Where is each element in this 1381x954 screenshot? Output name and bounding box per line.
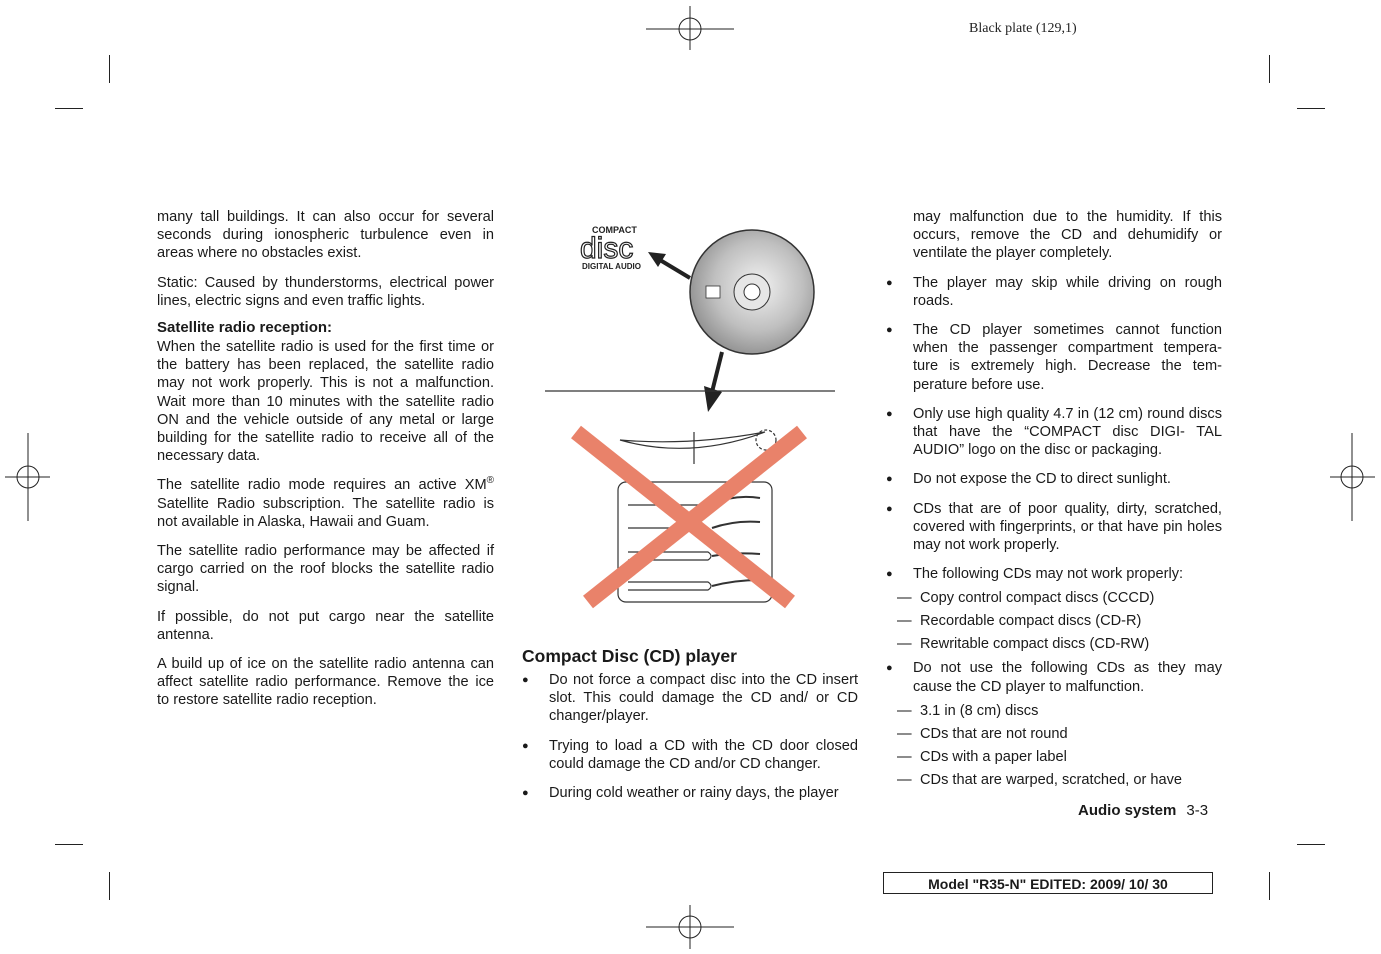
list-item: — Rewritable compact discs (CD-RW) — [897, 636, 1150, 653]
list-item: — CDs that are not round — [897, 725, 1068, 742]
subscription-paragraph: The satellite radio mode requires an active XM® Satellite Radio subscription. The satellite radio is not available in Alaska, Hawaii and Guam. — [157, 475, 494, 530]
cd-player-heading: Compact Disc (CD) player — [522, 646, 737, 666]
list-item: — CDs that are warped, scratched, or have — [897, 771, 1183, 788]
list-item: ● Only use high quality 4.7 in (12 cm) round discs that have the “COMPACT disc DIGI- TAL AUDIO” logo on the disc or packaging. — [886, 405, 1222, 459]
list-item: ● Trying to load a CD with the CD door closed could damage the CD and/or CD changer. — [522, 737, 858, 772]
list-item: ● Do not use the following CDs as they may cause the CD player to malfunction. — [886, 660, 1222, 695]
list-item: ● The CD player sometimes cannot function when the passenger compartment tempera- ture is extremely high. Decrease the tem- perature before use. — [886, 322, 1222, 393]
prohibited-cross — [576, 432, 802, 602]
cd-malfunction-bullet — [886, 659, 1222, 695]
model-edit-box: Model "R35-N" EDITED: 2009/ 10/ 30 — [883, 872, 1213, 894]
antenna-paragraph: If possible, do not put cargo near the satellite antenna. — [157, 608, 494, 643]
list-item: ● Do not force a compact disc into the CD insert slot. This could damage the CD and/ or CD changer/player. — [522, 672, 858, 725]
cargo-paragraph: The satellite radio performance may be affected if cargo carried on the roof blocks the satellite radio signal. — [157, 543, 494, 596]
ice-paragraph: A build up of ice on the satellite radio antenna can affect satellite radio performance. Remove the ice to restore satellite radio reception. — [157, 656, 494, 709]
down-arrow — [704, 352, 722, 412]
list-item: ● During cold weather or rainy days, the player — [522, 785, 839, 802]
middle-column — [522, 645, 858, 813]
cd-player-bullets — [522, 671, 858, 802]
list-item: ● CDs that are of poor quality, dirty, scratched, covered with fingerprints, or that have pin holes may not work properly. — [886, 500, 1222, 554]
page-number: 3-3 — [1186, 802, 1209, 819]
satellite-reception-heading: Satellite radio reception: — [157, 319, 333, 337]
unsupported-cd-list — [894, 589, 1222, 658]
static-paragraph: Static: Caused by thunderstorms, electrical power lines, electric signs and even traffic lights. — [157, 274, 494, 309]
left-column — [157, 208, 494, 721]
page-footer — [1078, 802, 1208, 819]
list-item: — 3.1 in (8 cm) discs — [897, 702, 1039, 719]
list-item: — CDs with a paper label — [897, 748, 1067, 765]
cd-illustration — [540, 210, 840, 630]
list-item: — Copy control compact discs (CCCD) — [897, 590, 1155, 607]
svg-text:COMPACT: COMPACT — [592, 225, 637, 235]
malfunction-cd-list — [894, 702, 1222, 794]
humidity-paragraph: may malfunction due to the humidity. If this occurs, remove the CD and dehumidify or ventilate the player completely. — [913, 209, 1222, 262]
registered-mark: ® — [486, 475, 494, 487]
section-name: Audio system — [1078, 802, 1177, 819]
plate-label: Black plate (129,1) — [969, 21, 1077, 36]
cd-caution-bullets — [886, 274, 1222, 584]
intro-paragraph: many tall buildings. It can also occur for several seconds during ionospheric turbulence even in areas where no obstacles exist. — [157, 209, 494, 262]
list-item: — Recordable compact discs (CD-R) — [897, 613, 1142, 630]
right-column — [886, 208, 1222, 799]
list-item: ● The player may skip while driving on rough roads. — [886, 274, 1222, 309]
list-item: ● The following CDs may not work properly: — [886, 566, 1184, 583]
svg-text:disc: disc — [580, 232, 634, 265]
satellite-first-use-paragraph: When the satellite radio is used for the first time or the battery has been replaced, the satellite radio may not work properly. This is not a malfunction. Wait more than 10 minutes with the satellite radio ON and the vehicle outside of any metal or large building for the satellite radio to receive all of the necessary data. — [157, 339, 494, 465]
compact-disc-logo — [580, 225, 641, 271]
svg-text:DIGITAL AUDIO: DIGITAL AUDIO — [582, 262, 641, 271]
disc-image — [690, 230, 814, 354]
logo-arrow — [648, 252, 690, 278]
list-item: ● Do not expose the CD to direct sunlight. — [886, 471, 1171, 488]
